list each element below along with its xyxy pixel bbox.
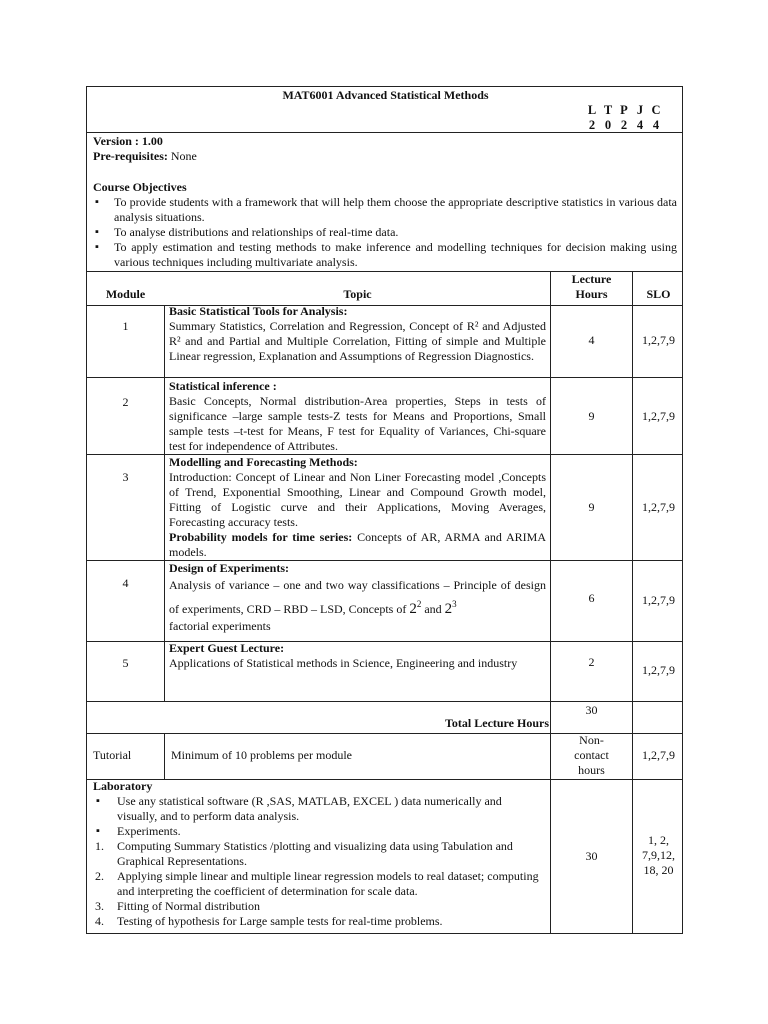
objective-item: ▪ To apply estimation and testing methods to make inference and modelling techniques for decision making using various techniques including multivariate analysis. (93, 240, 677, 270)
ltpjc-labels (584, 103, 664, 118)
header-module: Module (105, 287, 146, 301)
tutorial-hours-line1: Non- (579, 733, 604, 747)
ltpjc-values (584, 118, 664, 133)
ltpjc-value-c: 4 (652, 118, 660, 132)
lab-heading: Laboratory (93, 779, 153, 793)
total-hours: 30 (585, 703, 598, 717)
total-label: Total Lecture Hours (445, 716, 549, 730)
version-label: Version : 1.00 (93, 134, 163, 148)
tutorial-text: Minimum of 10 problems per module (171, 748, 352, 762)
module-1-title: Basic Statistical Tools for Analysis: (169, 304, 348, 318)
header-hours-line1: Lecture (571, 272, 612, 286)
lab-slo (633, 833, 684, 878)
objective-item: ▪ To provide students with a framework that will help them choose the appropriate descriptive statistics in various data analysis situations. (93, 195, 677, 225)
ltpjc-label-l: L (587, 103, 597, 117)
lab-experiment-number: 2. (95, 869, 104, 883)
objectives-list (93, 195, 677, 270)
tutorial-slo: 1,2,7,9 (642, 748, 675, 762)
lab-bullet: ▪ Experiments. (96, 824, 181, 838)
power-a-base: 2 (409, 601, 417, 617)
module-4-hours: 6 (588, 591, 595, 605)
lab-bullet-text: Experiments. (117, 824, 181, 838)
tutorial-hours (551, 733, 632, 778)
col-rule-module-tutorial (164, 733, 165, 779)
lab-experiment (93, 914, 545, 929)
lab-experiment (93, 839, 545, 869)
power-a (409, 601, 421, 617)
module-2-body: Basic Concepts, Normal distribution-Area properties, Steps in tests of significance –large sample tests-Z tests for Means and Proportions, Small sample tests –t-test for Means, F test for Equality of Variances, Chi-square test for independence of Attributes. (169, 394, 546, 453)
module-2-hours: 9 (588, 409, 595, 423)
module-3-extra (169, 530, 546, 560)
header-hours-line2: Hours (575, 287, 608, 301)
lab-experiment-number: 1. (95, 839, 104, 853)
module-1-body: Summary Statistics, Correlation and Regression, Concept of R² and Adjusted R² and and Partial and Multiple Correlation, Fitting of simple and Multiple Linear regression, Explanation and Assumptions of Regression Diagnostics. (169, 319, 546, 363)
module-3-extra-body: Concepts of AR, ARMA and ARIMA models. (169, 530, 546, 559)
module-5-number: 5 (122, 656, 129, 670)
power-b-base: 2 (444, 601, 453, 617)
ltpjc-value-l: 2 (588, 118, 596, 132)
module-3-extra-title: Probability models for time series: (169, 530, 353, 544)
module-2-slo: 1,2,7,9 (642, 409, 675, 423)
module-4-number: 4 (122, 576, 129, 590)
lab-bullet-text: Use any statistical software (R ,SAS, MATLAB, EXCEL ) data numerically and visually, and to perform data analysis. (117, 794, 502, 823)
lab-experiment-number: 3. (95, 899, 104, 913)
module-4-body-part1: Analysis of variance – one and two way classifications – Principle of design of experiments, CRD – RBD – LSD, Concepts of (169, 578, 546, 616)
module-5-slo: 1,2,7,9 (642, 663, 675, 677)
module-3-topic (169, 455, 546, 560)
lab-experiment-text: Fitting of Normal distribution (117, 899, 260, 913)
module-1-hours: 4 (588, 333, 595, 347)
module-5-body: Applications of Statistical methods in Science, Engineering and industry (169, 656, 518, 670)
prereq-value: None (170, 149, 197, 163)
lab-experiment (93, 869, 545, 899)
rule-after-module-1 (87, 377, 682, 378)
ltpjc-label-c: C (651, 103, 661, 117)
lab-experiment-text: Applying simple linear and multiple linear regression models to real dataset; computing and interpreting the coefficient of determination for scale data. (117, 869, 539, 898)
ltpjc-value-t: 0 (604, 118, 612, 132)
module-3-number: 3 (122, 470, 129, 484)
module-1-number: 1 (122, 319, 129, 333)
module-1-slo: 1,2,7,9 (642, 333, 675, 347)
lab-slo-line3: 18, 20 (643, 863, 674, 877)
module-5-hours: 2 (588, 655, 595, 669)
lab-experiment-number: 4. (95, 914, 104, 928)
ltpjc-value-p: 2 (620, 118, 628, 132)
module-4-body-part2: factorial experiments (169, 619, 271, 633)
module-5-topic (169, 641, 546, 671)
power-b-exp: 3 (452, 599, 457, 609)
module-4-topic (169, 561, 546, 634)
lab-bullet-list (93, 794, 545, 839)
module-4-body (169, 576, 546, 634)
module-3-title: Modelling and Forecasting Methods: (169, 455, 358, 469)
prerequisites (93, 149, 197, 164)
module-3-slo: 1,2,7,9 (642, 500, 675, 514)
rule-after-tutorial (87, 779, 682, 780)
lab-experiment (93, 899, 545, 914)
rule-after-module-5 (87, 701, 682, 702)
module-2-title: Statistical inference : (169, 379, 277, 393)
module-5-title: Expert Guest Lecture: (169, 641, 285, 655)
lab-content (93, 794, 545, 929)
lab-slo-line2: 7,9,12, (642, 848, 675, 862)
power-b (445, 601, 457, 617)
ltpjc-label-t: T (603, 103, 613, 117)
lab-experiment-list (93, 839, 545, 929)
tutorial-hours-line2: contact (574, 748, 609, 762)
module-4-slo: 1,2,7,9 (642, 593, 675, 607)
module-1-topic (169, 304, 546, 364)
objectives-block (93, 195, 677, 270)
course-title: MAT6001 Advanced Statistical Methods (282, 88, 489, 102)
ltpjc-label-j: J (636, 103, 644, 117)
col-rule-module (164, 305, 165, 701)
lab-bullet: ▪ Use any statistical software (R ,SAS, MATLAB, EXCEL ) data numerically and visually, and to perform data analysis. (96, 794, 502, 823)
module-4-joiner: and (424, 602, 442, 616)
lab-slo-line1: 1, 2, (648, 833, 669, 847)
module-4-title: Design of Experiments: (169, 561, 289, 575)
tutorial-hours-line3: hours (578, 763, 605, 777)
header-topic: Topic (343, 287, 372, 301)
module-2-number: 2 (122, 395, 129, 409)
ltpjc-value-j: 4 (636, 118, 644, 132)
lab-experiment-text: Computing Summary Statistics /plotting and visualizing data using Tabulation and Graphical Representations. (117, 839, 513, 868)
power-a-exp: 2 (416, 599, 422, 609)
module-2-topic (169, 379, 546, 454)
ltpjc-label-p: P (620, 103, 628, 117)
lab-hours: 30 (585, 849, 598, 863)
objective-item: ▪ To analyse distributions and relationships of real-time data. (93, 225, 677, 240)
tutorial-label: Tutorial (93, 748, 132, 762)
objectives-heading: Course Objectives (93, 180, 187, 194)
module-3-body: Introduction: Concept of Linear and Non Liner Forecasting model ,Concepts of Trend, Exponential Smoothing, Linear and Compound Growth model, Fitting of Logistic curve and their Applications, Moving Averages, Forecasting accuracy tests. (169, 470, 546, 529)
prereq-label: Pre-requisites: (93, 149, 168, 163)
header-hours (551, 272, 632, 302)
header-slo: SLO (646, 287, 671, 301)
syllabus-sheet (86, 86, 683, 934)
lab-experiment-text: Testing of hypothesis for Large sample tests for real-time problems. (117, 914, 443, 928)
module-3-hours: 9 (588, 500, 595, 514)
